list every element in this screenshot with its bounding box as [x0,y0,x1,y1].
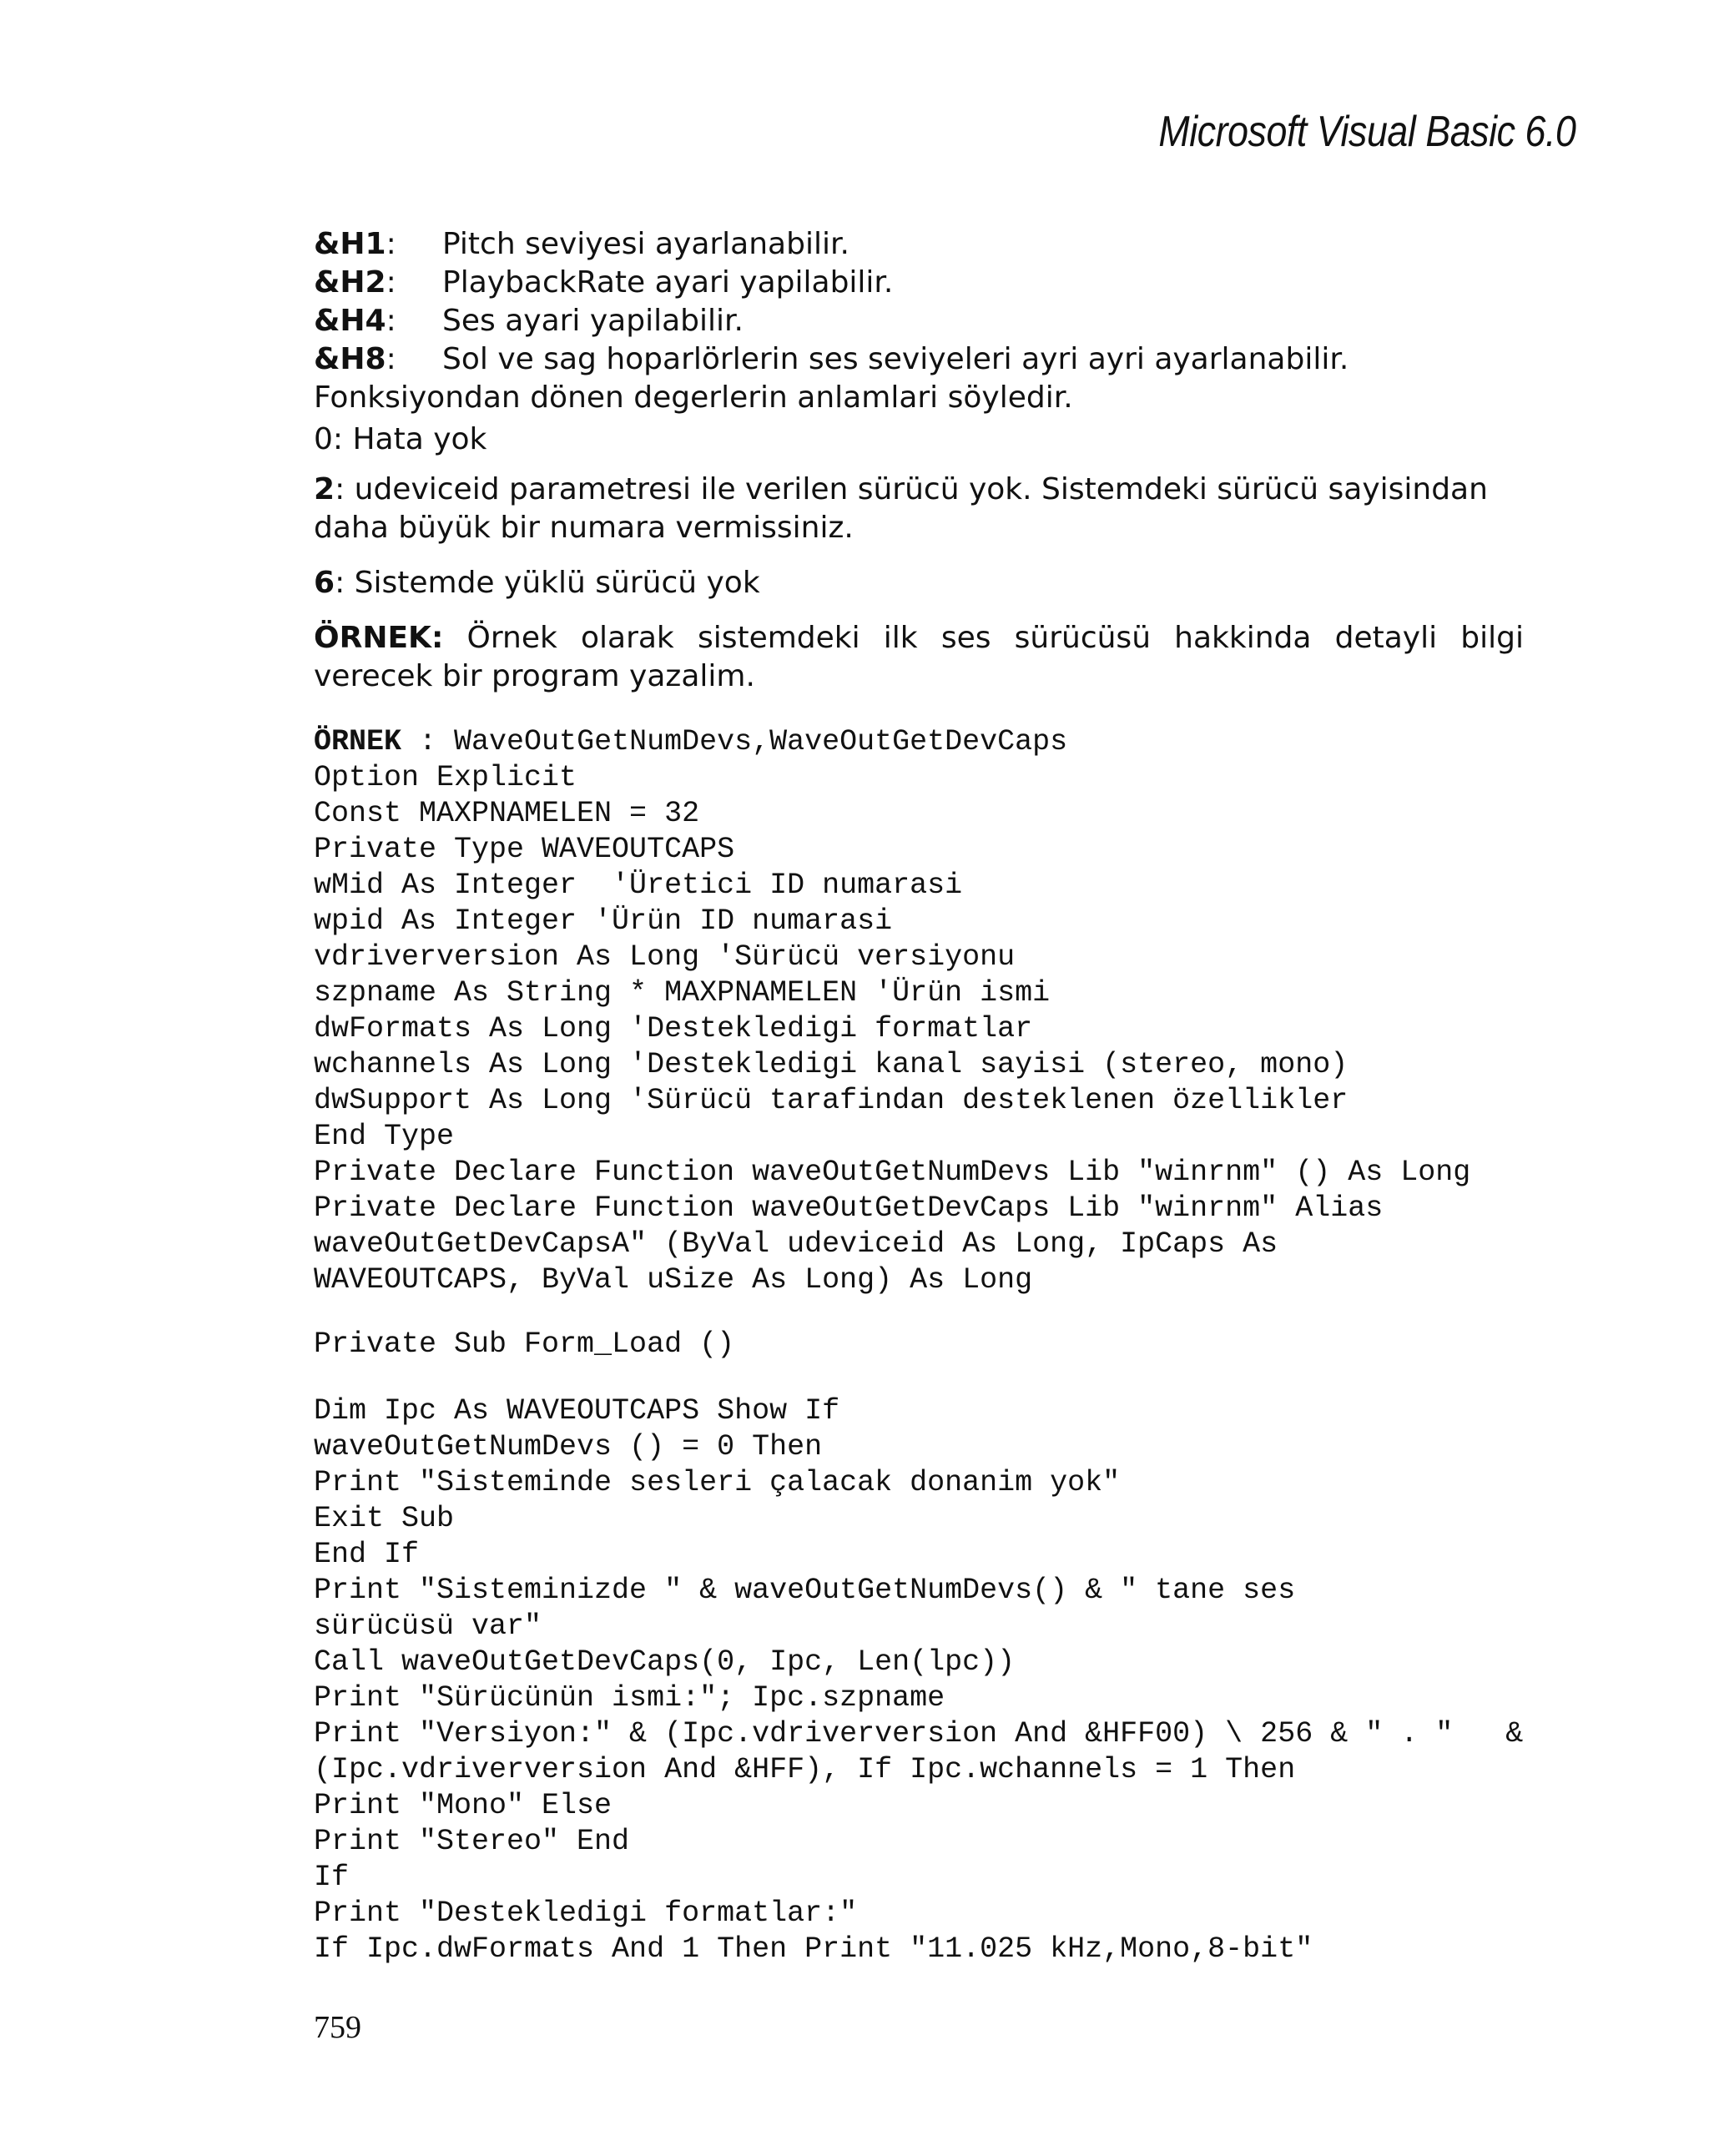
code-line: If [314,1861,350,1894]
code-line: dwFormats As Long 'Destekledigi formatlar [314,1012,1033,1045]
return-value-0 [314,421,1524,459]
page-body [314,225,1524,1967]
code-line: Call waveOutGetDevCaps(0, Ipc, Len(lpc)) [314,1645,1016,1679]
code-line: Print "Destekledigi formatlar:" [314,1897,858,1930]
code-line: Print "Sisteminde sesleri çalacak donanim yok" [314,1466,1121,1499]
flag-code: &H1 [314,227,386,261]
code-line: Print "Versiyon:" & (Ipc.vdriverversion And &HFF00) \ 256 & " . " & [314,1717,1524,1750]
code-heading [314,724,1524,760]
code-line: Private Sub Form_Load () [314,1327,735,1361]
code-listing [314,724,1524,1967]
code-line: szpname As String * MAXPNAMELEN 'Ürün ismi [314,976,1051,1010]
return-code: 6 [314,566,335,600]
flag-item-h2 [314,264,1524,302]
code-line: Private Declare Function waveOutGetNumDevs Lib "winrnm" () As Long [314,1156,1471,1189]
running-header-title: Microsoft Visual Basic 6.0 [1157,108,1575,156]
flag-code-cell [314,302,442,340]
code-line: WAVEOUTCAPS, ByVal uSize As Long) As Long [314,1263,1033,1297]
code-line: Option Explicit [314,761,577,794]
code-heading-text: : WaveOutGetNumDevs,WaveOutGetDevCaps [401,725,1068,758]
code-line: vdriverversion As Long 'Sürücü versiyonu [314,940,1016,974]
flag-code-cell [314,340,442,379]
code-line: Print "Stereo" End [314,1825,630,1858]
code-line: Print "Mono" Else [314,1789,613,1822]
code-heading-label: ÖRNEK [314,725,402,758]
flag-description: Sol ve sag hoparlörlerin ses seviyeleri ayri ayri ayarlanabilir. [442,342,1349,376]
flag-description: PlaybackRate ayari yapilabilir. [442,265,894,300]
flag-item-h1 [314,225,1524,264]
code-line: (Ipc.vdriverversion And &HFF), If Ipc.wchannels = 1 Then [314,1753,1296,1786]
flag-colon: : [386,304,396,338]
flag-list [314,225,1524,379]
return-description: : Hata yok [332,422,487,456]
flag-code: &H8 [314,342,386,376]
page-number: 759 [314,2010,361,2045]
return-description: : udeviceid parametresi ile verilen sürücü yok. Sistemdeki sürücü sayisindan daha büyük bir numara vermissiniz. [314,472,1488,545]
code-line: Print "Sürücünün ismi:"; Ipc.szpname [314,1681,945,1715]
flag-colon: : [386,227,396,261]
code-line: Dim Ipc As WAVEOUTCAPS Show If [314,1394,840,1428]
code-line: Private Type WAVEOUTCAPS [314,833,735,866]
code-line: Const MAXPNAMELEN = 32 [314,797,700,830]
example-paragraph [314,619,1524,696]
return-description: : Sistemde yüklü sürücü yok [335,566,760,600]
flag-code-cell [314,264,442,302]
code-line: dwSupport As Long 'Sürücü tarafindan desteklenen özellikler [314,1084,1349,1117]
code-line: If Ipc.dwFormats And 1 Then Print "11.025 kHz,Mono,8-bit" [314,1932,1313,1966]
code-line: End If [314,1538,420,1571]
code-line: waveOutGetNumDevs () = 0 Then [314,1430,823,1463]
return-value-2 [314,471,1524,547]
code-line: Print "Sisteminizde " & waveOutGetNumDevs() & " tane ses [314,1574,1296,1607]
flag-item-h4 [314,302,1524,340]
return-values-intro: Fonksiyondan dönen degerlerin anlamlari söyledir. [314,380,1073,415]
flag-code: &H4 [314,304,386,338]
flag-code-cell [314,225,442,264]
code-line: wpid As Integer 'Ürün ID numarasi [314,904,893,938]
code-line: Private Declare Function waveOutGetDevCaps Lib "winrnm" Alias [314,1191,1384,1225]
flag-item-h8 [314,340,1524,379]
flag-colon: : [386,342,396,376]
code-line: Exit Sub [314,1502,455,1535]
code-line: wchannels As Long 'Destekledigi kanal sayisi (stereo, mono) [314,1048,1349,1081]
return-code: 0 [314,422,333,456]
flag-code: &H2 [314,265,386,300]
code-line: wMid As Integer 'Üretici ID numarasi [314,869,963,902]
code-line: End Type [314,1120,455,1153]
flag-description: Pitch seviyesi ayarlanabilir. [442,227,849,261]
return-code: 2 [314,472,335,506]
flag-colon: : [386,265,396,300]
code-line: waveOutGetDevCapsA" (ByVal udeviceid As Long, IpCaps As [314,1227,1278,1261]
return-value-6 [314,564,1524,602]
example-label: ÖRNEK: [314,621,444,655]
flag-description: Ses ayari yapilabilir. [442,304,744,338]
example-text: Örnek olarak sistemdeki ilk ses sürücüsü hakkinda detayli bilgi verecek bir program yazalim. [314,621,1524,693]
code-line: sürücüsü var" [314,1609,542,1643]
